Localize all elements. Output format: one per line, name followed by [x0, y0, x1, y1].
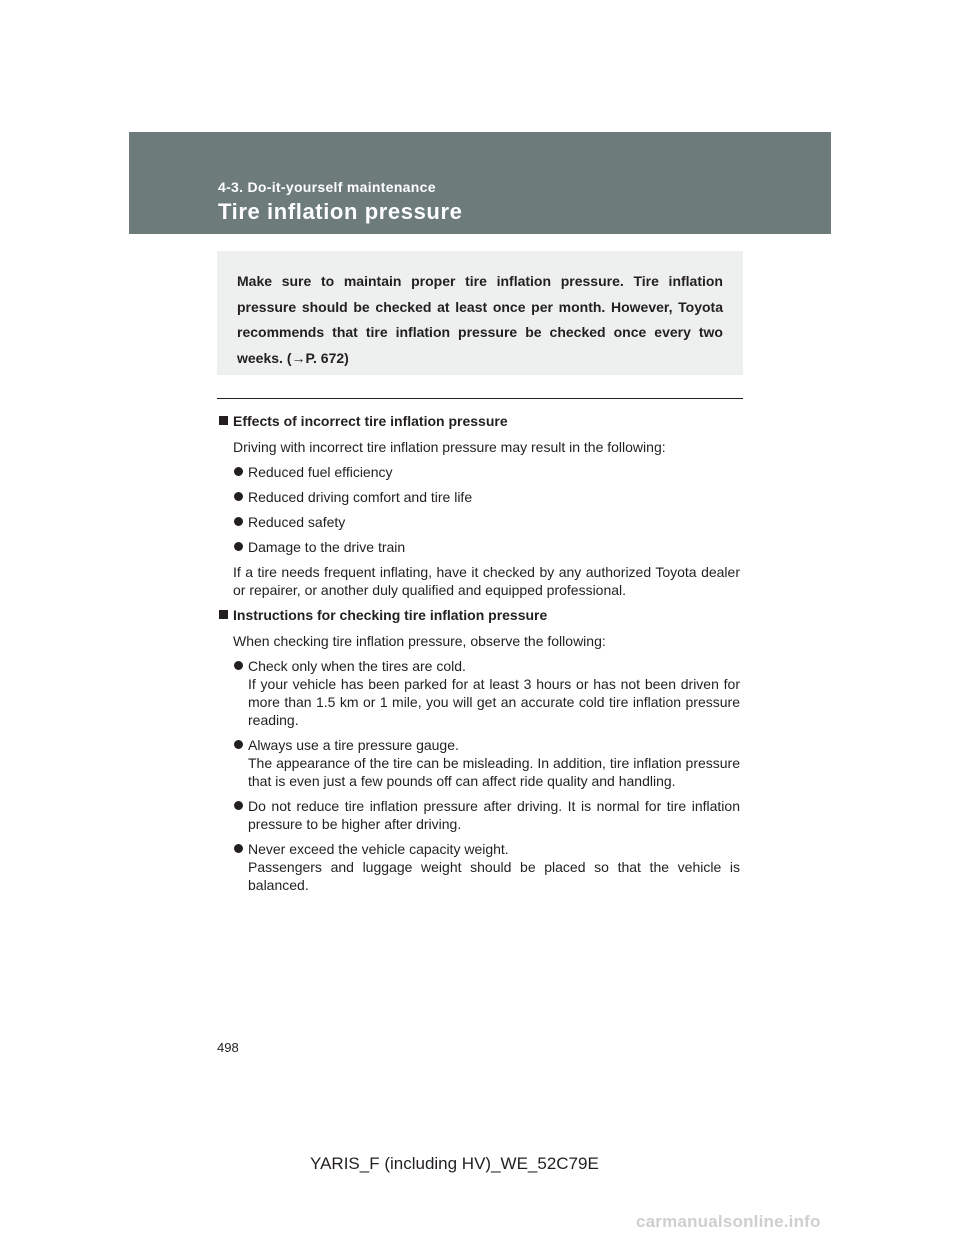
page-number: 498	[217, 1040, 239, 1055]
section-closing: If a tire needs frequent inflating, have it checked by any authorized Toyota dealer or repairer, or another duly qualified and equipped professional.	[233, 564, 740, 598]
intro-box	[217, 251, 743, 375]
divider-rule	[217, 398, 743, 399]
list-item-title: Check only when the tires are cold.	[248, 658, 466, 674]
round-bullet-icon	[234, 801, 243, 810]
document-id: YARIS_F (including HV)_WE_52C79E	[310, 1154, 599, 1173]
watermark: carmanualsonline.info	[636, 1212, 821, 1231]
content-body	[218, 412, 740, 901]
round-bullet-icon	[234, 492, 243, 501]
list-item-body: If your vehicle has been parked for at least 3 hours or has not been driven for more than 1.5 km or 1 mile, you will get an accurate cold tire inflation pressure reading.	[248, 676, 740, 728]
list-item	[218, 538, 740, 556]
section-lead: Driving with incorrect tire inflation pressure may result in the following:	[233, 439, 666, 455]
section-heading-text: Instructions for checking tire inflation pressure	[233, 607, 548, 623]
square-bullet-icon	[219, 416, 228, 425]
page-title: Tire inflation pressure	[218, 199, 463, 224]
list-item	[218, 463, 740, 481]
round-bullet-icon	[234, 467, 243, 476]
intro-text: Make sure to maintain proper tire inflation pressure. Tire inflation pressure should be checked at least once per month. However, Toyota recommends that tire inflation pressure be checked once every two weeks. (→P. 672)	[237, 273, 723, 366]
round-bullet-icon	[234, 517, 243, 526]
list-item	[218, 797, 740, 833]
section-heading	[218, 412, 740, 430]
section-heading	[218, 606, 740, 624]
list-item-title: Always use a tire pressure gauge.	[248, 737, 459, 753]
section-label: 4-3. Do-it-yourself maintenance	[218, 179, 436, 195]
list-item-title: Never exceed the vehicle capacity weight.	[248, 841, 509, 857]
list-item	[218, 736, 740, 790]
list-item	[218, 513, 740, 531]
list-item-body: The appearance of the tire can be misleading. In addition, tire inflation pressure that is even just a few pounds off can affect ride quality and handling.	[248, 755, 740, 789]
section-heading-text: Effects of incorrect tire inflation pressure	[233, 413, 508, 429]
list-item-body: Passengers and luggage weight should be placed so that the vehicle is balanced.	[248, 859, 740, 893]
list-item	[218, 840, 740, 894]
list-item-text: Damage to the drive train	[248, 539, 406, 555]
round-bullet-icon	[234, 542, 243, 551]
section-lead: When checking tire inflation pressure, observe the following:	[233, 633, 606, 649]
round-bullet-icon	[234, 844, 243, 853]
list-item-text: Reduced driving comfort and tire life	[248, 489, 473, 505]
list-item-title: Do not reduce tire inflation pressure after driving. It is normal for tire inflation pressure to be higher after driving.	[248, 798, 740, 832]
list-item	[218, 657, 740, 729]
round-bullet-icon	[234, 661, 243, 670]
square-bullet-icon	[219, 610, 228, 619]
list-item	[218, 488, 740, 506]
round-bullet-icon	[234, 740, 243, 749]
list-item-text: Reduced safety	[248, 514, 346, 530]
list-item-text: Reduced fuel efficiency	[248, 464, 393, 480]
